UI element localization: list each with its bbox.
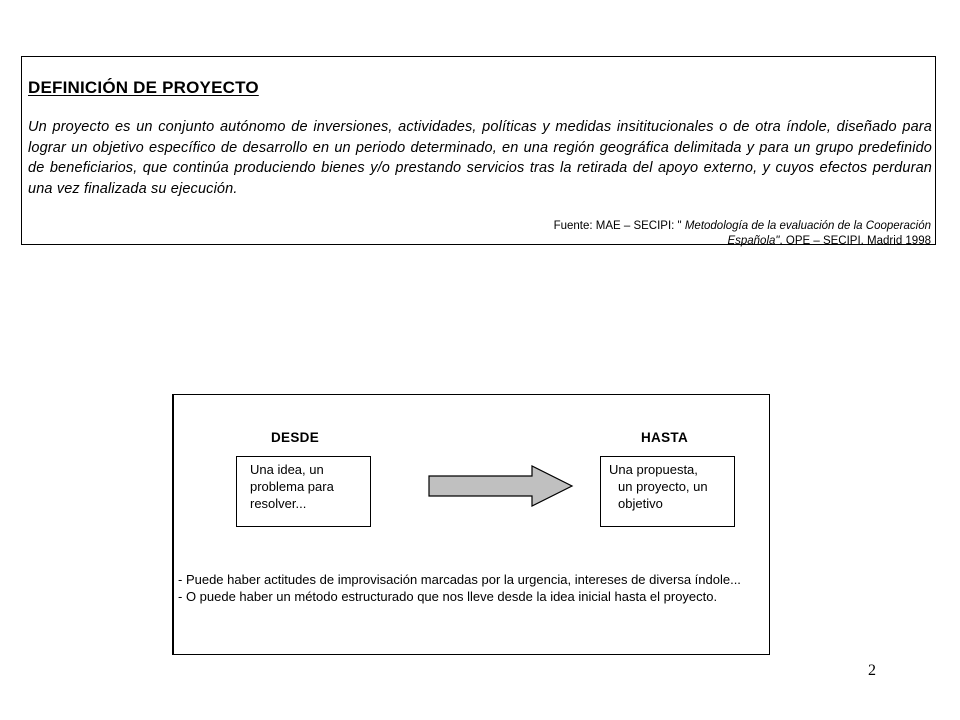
to-heading: HASTA (641, 430, 688, 445)
definition-title: DEFINICIÓN DE PROYECTO (28, 78, 259, 97)
note-1: - Puede haber actitudes de improvisación marcadas por la urgencia, intereses de diversa índole... (178, 572, 741, 587)
definition-text: Un proyecto es un conjunto autónomo de inversiones, actividades, políticas y medidas insititucionales o de otra índole, diseñado para lograr un objetivo específico de desarrollo en un periodo determinado, en una región geográfica delimitada y para un grupo predefinido de beneficiarios, que continúa produciendo bienes y/o prestando servicios tras la retirada del apoyo externo, y cuyos efectos perduran una vez finalizada su ejecución. (28, 119, 932, 197)
diagram-notes (178, 571, 763, 605)
to-box (600, 456, 735, 527)
definition-source (511, 219, 931, 249)
source-title: Metodología de la evaluación de la Cooperación Española" (684, 220, 931, 247)
right-arrow-icon (428, 465, 574, 507)
to-line-1: Una propuesta, (609, 462, 698, 477)
note-2: - O puede haber un método estructurado que nos lleve desde la idea inicial hasta el proyecto. (178, 589, 718, 604)
page-number: 2 (868, 662, 876, 679)
to-line-2: un proyecto, un (618, 479, 708, 494)
to-line-3: objetivo (618, 496, 663, 511)
from-box (236, 456, 371, 527)
from-line-3: resolver... (250, 496, 307, 511)
source-prefix: Fuente: MAE – SECIPI: " (553, 220, 685, 232)
from-line-2: problema para (250, 479, 334, 494)
from-line-1: Una idea, un (250, 462, 324, 477)
source-suffix: . OPE – SECIPI. Madrid 1998 (779, 235, 931, 247)
definition-box (21, 56, 936, 245)
from-heading: DESDE (271, 430, 320, 445)
diagram-box (172, 394, 770, 655)
